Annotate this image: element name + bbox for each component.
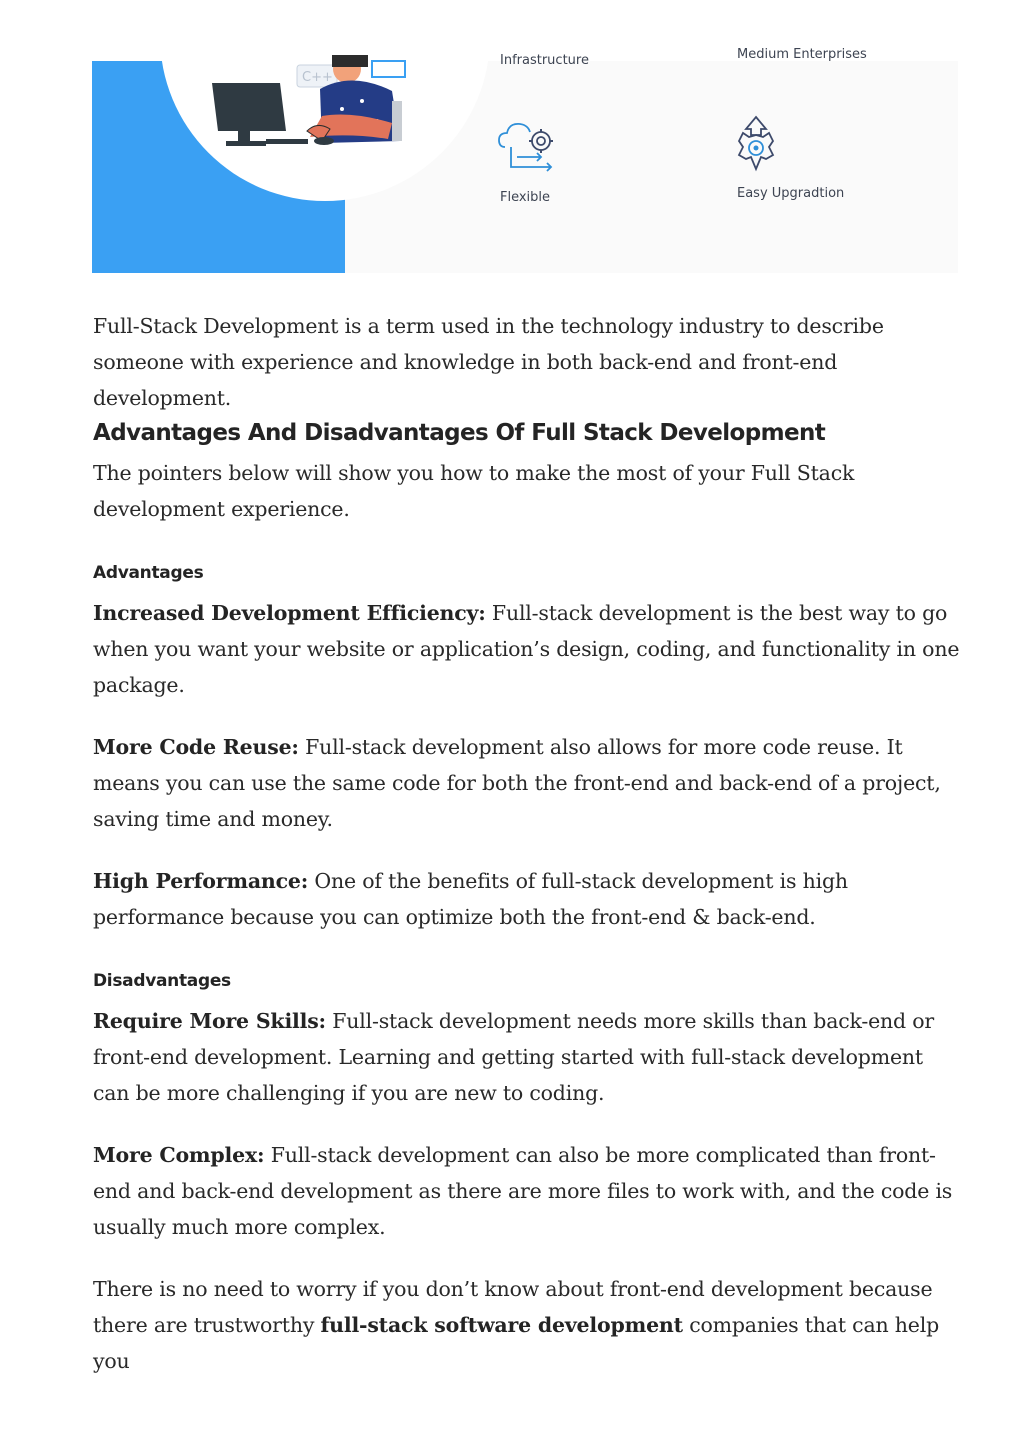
advantage-text: Full-stack development also allows for more code reuse. It means you can use the same code for both the front-end and back-end of a project, saving time and money.: [93, 735, 941, 831]
feature-label-medium-enterprises: Medium Enterprises: [737, 47, 867, 62]
advantages-heading: Advantages: [93, 563, 204, 583]
advantage-term: More Code Reuse:: [93, 735, 299, 759]
advantage-text: One of the benefits of full-stack development is high performance because you can optimize both the front-end & back-end.: [93, 869, 848, 929]
disadvantage-item: [93, 1137, 963, 1245]
disadvantage-term: Require More Skills:: [93, 1009, 326, 1033]
disadvantage-text: Full-stack development can also be more complicated than front-end and back-end development as there are more files to work with, and the code is usually much more complex.: [93, 1143, 953, 1239]
section-lead: The pointers below will show you how to make the most of your Full Stack development experience.: [93, 461, 855, 521]
feature-label-flexible: Flexible: [500, 190, 551, 205]
hero-image: [92, 47, 958, 273]
feature-label-easy-upgradtion: Easy Upgradtion: [737, 186, 845, 201]
advantage-item: [93, 863, 963, 935]
advantage-term: Increased Development Efficiency:: [93, 601, 486, 625]
full-stack-software-development-link[interactable]: full-stack software development: [320, 1313, 683, 1337]
section-title: Advantages And Disadvantages Of Full Stack Development: [93, 420, 826, 446]
closing-text-end: companies that can help you: [93, 1313, 940, 1373]
code-badge: C++: [302, 70, 333, 85]
intro-paragraph: Full-Stack Development is a term used in the technology industry to describe someone with experience and knowledge in both back-end and front-end development.: [93, 314, 884, 410]
closing-text-start: There is no need to worry if you don’t know about front-end development because there are trustworthy: [93, 1277, 933, 1337]
developer-illustration: [202, 61, 502, 211]
feature-label-infrastructure: Infrastructure: [500, 53, 589, 68]
advantage-text: Full-stack development is the best way to go when you want your website or application’s design, coding, and functionality in one package.: [93, 601, 960, 697]
disadvantage-term: More Complex:: [93, 1143, 265, 1167]
disadvantages-heading: Disadvantages: [93, 971, 231, 991]
disadvantage-text: Full-stack development needs more skills than back-end or front-end development. Learning and getting started with full-stack development can be more challenging if you are new to coding.: [93, 1009, 935, 1105]
closing-paragraph: [93, 1271, 963, 1379]
cloud-gear-icon: [497, 119, 557, 177]
advantage-item: [93, 595, 963, 703]
rocket-gear-icon: [733, 115, 779, 173]
advantage-term: High Performance:: [93, 869, 309, 893]
disadvantage-item: [93, 1003, 963, 1111]
advantage-item: [93, 729, 963, 837]
